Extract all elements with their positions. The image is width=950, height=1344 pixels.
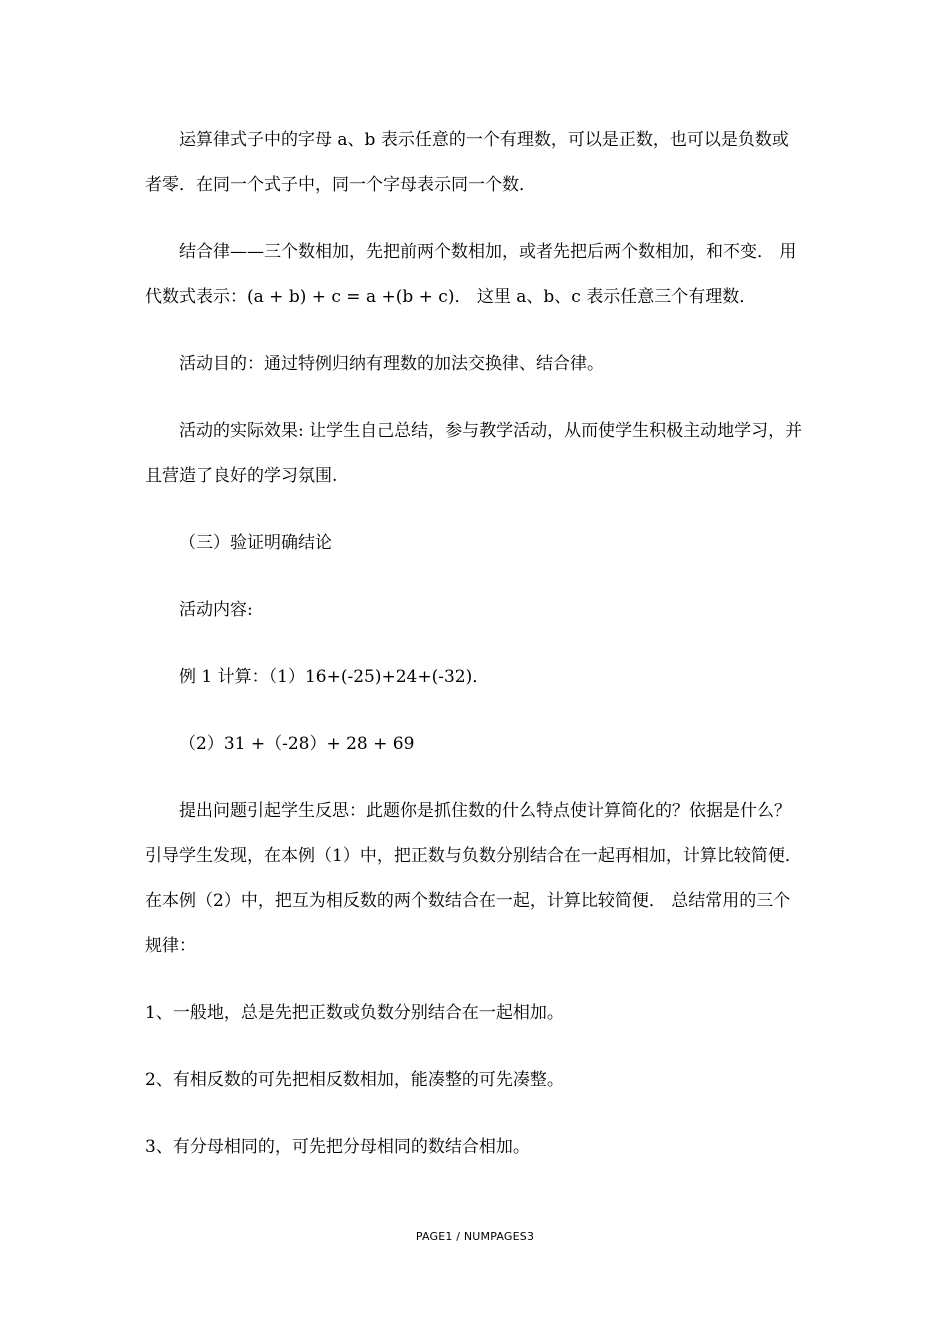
paragraph-activity-content: 活动内容:: [179, 600, 253, 620]
rule-item-1: 1、一般地，总是先把正数或负数分别结合在一起相加。: [145, 1003, 564, 1023]
rule-item-3: 3、有分母相同的，可先把分母相同的数结合相加。: [145, 1137, 530, 1157]
paragraph-activity-effect: 活动的实际效果: 让学生自己总结，参与教学活动，从而使学生积极主动地学习，并且营造了良好的学习氛围.: [145, 421, 803, 486]
paragraph-operation-law-letters: 运算律式子中的字母 a、b 表示任意的一个有理数，可以是正数，也可以是负数或者零．在同一个式子中，同一个字母表示同一个数．: [145, 130, 789, 195]
paragraph-example-1: 例 1 计算：（1）16+(-25)+24+(-32)．: [179, 667, 490, 687]
section-heading-verify-conclusion: （三）验证明确结论: [179, 533, 332, 553]
paragraph-example-2: （2）31 +（-28）+ 28 + 69: [179, 734, 415, 754]
rule-item-2: 2、有相反数的可先把相反数相加，能凑整的可先凑整。: [145, 1070, 564, 1090]
paragraph-activity-goal: 活动目的：通过特例归纳有理数的加法交换律、结合律。: [179, 354, 604, 374]
paragraph-reflection-question: 提出问题引起学生反思：此题你是抓住数的什么特点使计算简化的？依据是什么？ 引导学生发现，在本例（1）中，把正数与负数分别结合在一起再相加，计算比较简便． 在本例（2）中，把互为相反数的两个数结合在一起，计算比较简便． 总结常用的三个规律：: [145, 801, 802, 956]
document-body: [145, 118, 805, 1170]
paragraph-associative-law: 结合律——三个数相加，先把前两个数相加，或者先把后两个数相加，和不变． 用代数式表示：(a + b) + c = a +(b + c)． 这里 a、b、c 表示任意三个有理数．: [145, 242, 797, 307]
page-footer: PAGE1 / NUMPAGES3: [415, 1230, 535, 1243]
